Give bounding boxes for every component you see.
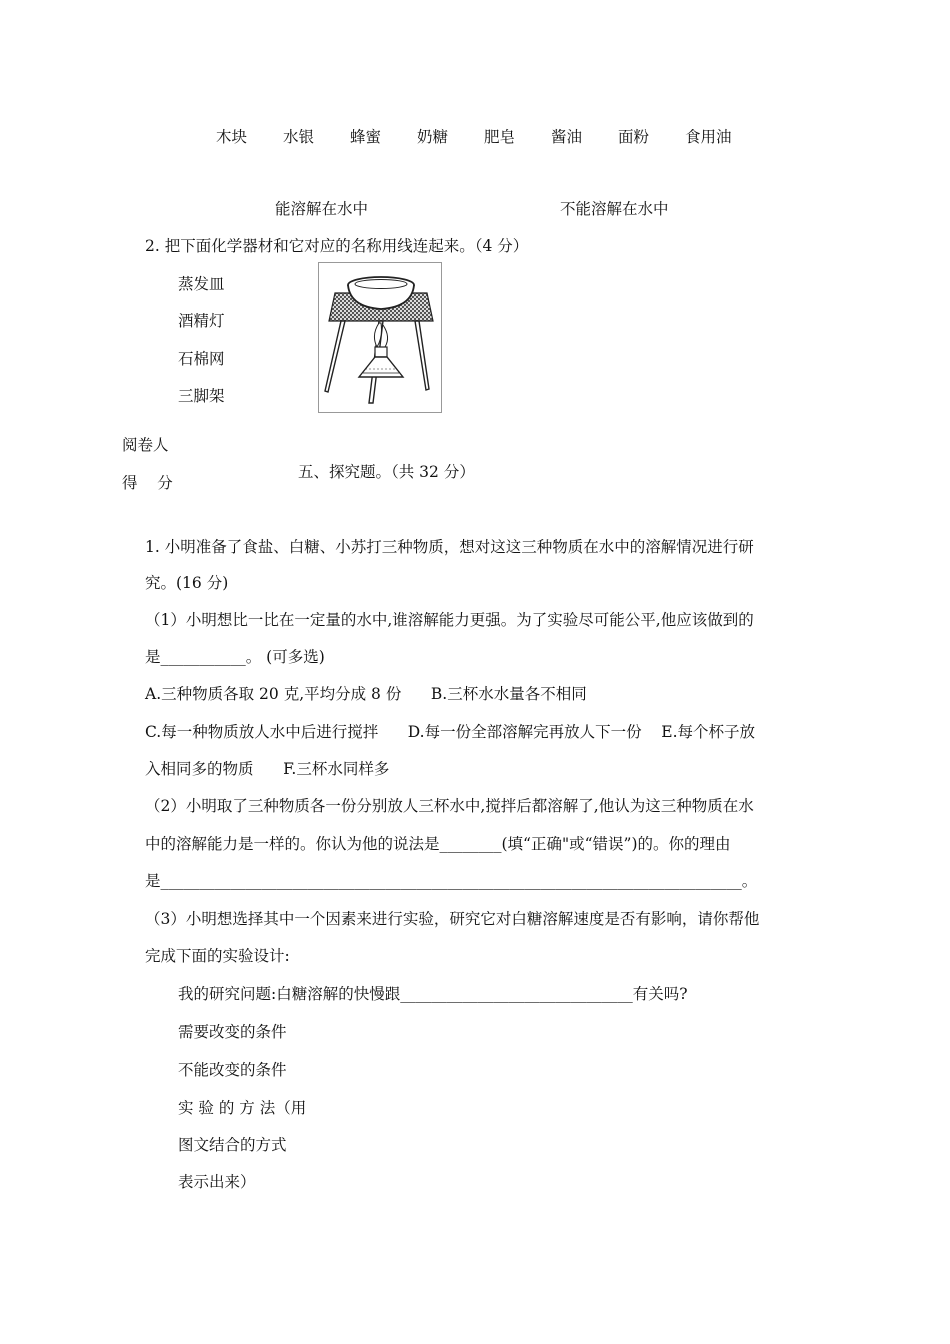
item-toffee: 奶糖 <box>417 128 449 146</box>
apparatus-drawing <box>319 263 441 412</box>
label-evaporating-dish: 蒸发皿 <box>178 275 225 293</box>
q2-prompt: 2. 把下面化学器材和它对应的名称用线连起来。（4 分） <box>145 237 529 255</box>
item-honey: 蜂蜜 <box>350 128 382 146</box>
item-soy-sauce: 酱油 <box>551 128 583 146</box>
item-mercury: 水银 <box>283 128 315 146</box>
cannot-dissolve-label: 不能溶解在水中 <box>560 200 669 218</box>
p1-line1: （1）小明想比一比在一定量的水中,谁溶解能力更强。为了实验尽可能公平,他应该做到的 <box>145 611 754 629</box>
fixed-condition-label: 不能改变的条件 <box>178 1061 287 1079</box>
method-label-1: 实 验 的 方 法（用 <box>178 1099 307 1117</box>
grader-score-label: 得 分 <box>122 474 173 492</box>
section5-title: 五、探究题。（共 32 分） <box>298 463 475 481</box>
label-tripod: 三脚架 <box>178 387 225 405</box>
research-question: 我的研究问题:白糖溶解的快慢跟______________________________有关吗? <box>178 985 688 1003</box>
grader-reviewer-label: 阅卷人 <box>122 436 169 454</box>
p3-line2: 完成下面的实验设计: <box>145 947 290 965</box>
options-ef: 入相同多的物质 F.三杯水同样多 <box>145 760 390 778</box>
q1-intro-line2: 究。(16 分) <box>145 574 229 592</box>
p1-line2: 是___________。 (可多选) <box>145 648 325 666</box>
p2-line1: （2）小明取了三种物质各一份分别放人三杯水中,搅拌后都溶解了,他认为这三种物质在水 <box>145 797 754 815</box>
item-cooking-oil: 食用油 <box>685 128 732 146</box>
can-dissolve-label: 能溶解在水中 <box>275 200 369 218</box>
method-label-3: 表示出来） <box>178 1173 256 1191</box>
changing-condition-label: 需要改变的条件 <box>178 1023 287 1041</box>
tripod-leg-right <box>415 321 429 390</box>
alcohol-lamp-body <box>359 357 403 377</box>
item-soap: 肥皂 <box>484 128 516 146</box>
options-cde: C.每一种物质放人水中后进行搅拌 D.每一份全部溶解完再放人下一份 E.每个杯子放 <box>145 723 756 741</box>
options-ab: A.三种物质各取 20 克,平均分成 8 份 B.三杯水水量各不相同 <box>145 685 587 703</box>
q1-intro-line1: 1. 小明准备了食盐、白糖、小苏打三种物质，想对这这三种物质在水中的溶解情况进行研 <box>145 538 754 556</box>
method-label-2: 图文结合的方式 <box>178 1136 287 1154</box>
p3-line1: （3）小明想选择其中一个因素来进行实验，研究它对白糖溶解速度是否有影响，请你帮他 <box>145 910 760 928</box>
label-asbestos-gauze: 石棉网 <box>178 350 225 368</box>
tripod-leg-left <box>325 321 345 392</box>
label-alcohol-lamp: 酒精灯 <box>178 312 225 330</box>
lamp-wick-holder <box>375 347 387 357</box>
item-wood: 木块 <box>216 128 248 146</box>
item-flour: 面粉 <box>618 128 650 146</box>
p2-line2: 中的溶解能力是一样的。你认为他的说法是________(填“正确"或“错误”)的。你的理由 <box>145 835 731 853</box>
lab-apparatus-figure <box>318 262 442 413</box>
p2-line3: 是___________________________________________________________________________。 <box>145 872 758 890</box>
